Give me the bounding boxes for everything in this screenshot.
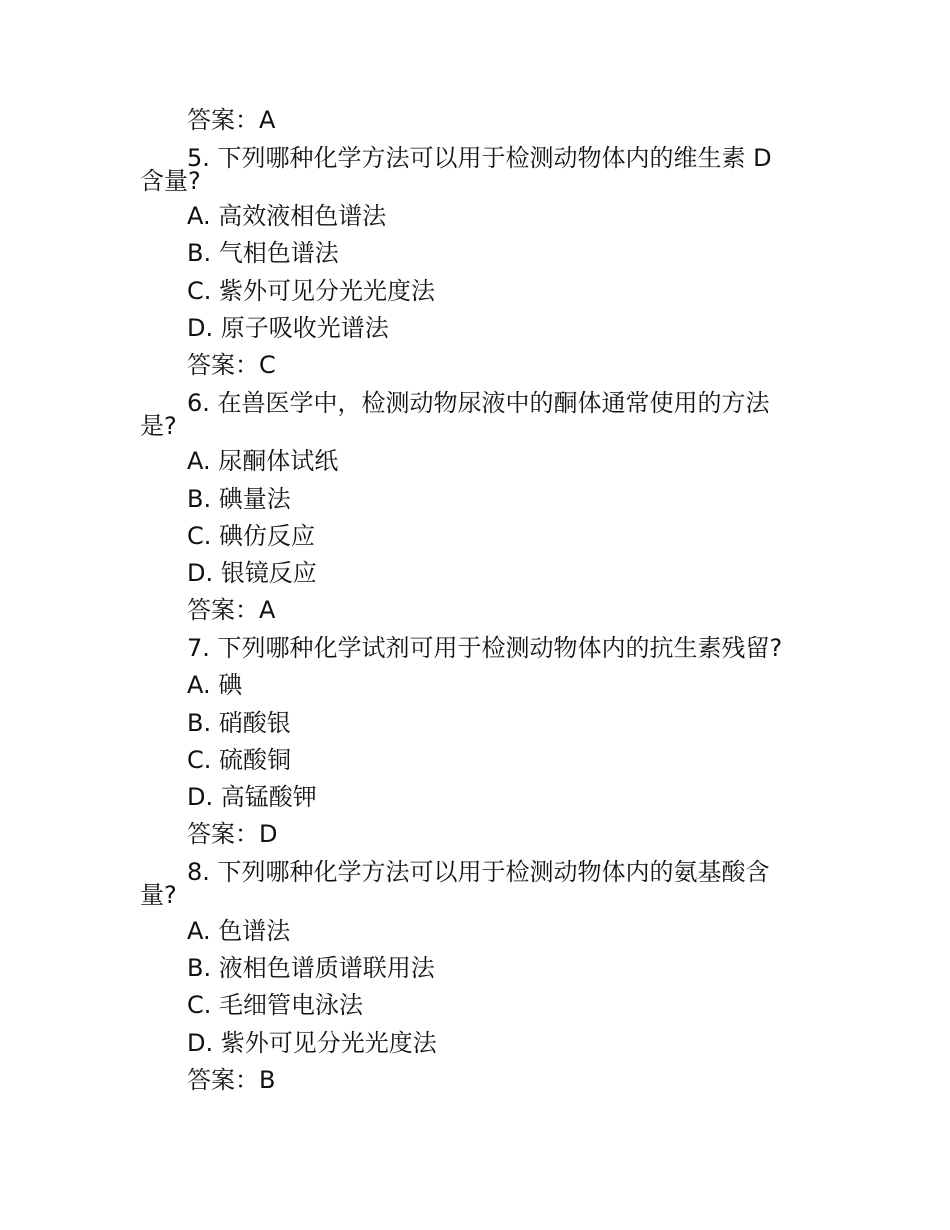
question-5-option-a: A. 高效液相色谱法 [187,202,387,230]
question-6-option-a: A. 尿酮体试纸 [187,447,339,475]
question-5-option-d: D. 原子吸收光谱法 [187,314,389,342]
answer-q8: 答案：B [187,1066,276,1094]
question-8-option-c: C. 毛细管电泳法 [187,991,364,1019]
question-8-text: 8. 下列哪种化学方法可以用于检测动物体内的氨基酸含 [187,858,770,886]
question-5-option-b: B. 气相色谱法 [187,239,339,267]
question-6-option-c: C. 碘仿反应 [187,522,316,550]
question-7-text: 7. 下列哪种化学试剂可用于检测动物体内的抗生素残留? [187,634,783,662]
question-8-text-continued: 量? [140,881,177,909]
question-6-option-d: D. 银镜反应 [187,559,317,587]
question-6-text: 6. 在兽医学中，检测动物尿液中的酮体通常使用的方法 [187,389,770,417]
question-7-option-c: C. 硫酸铜 [187,746,292,774]
answer-q4: 答案：A [187,106,276,134]
question-8-option-d: D. 紫外可见分光光度法 [187,1029,437,1057]
answer-q7: 答案：D [187,820,278,848]
question-6-option-b: B. 碘量法 [187,485,291,513]
question-7-option-b: B. 硝酸银 [187,709,291,737]
answer-q6: 答案：A [187,596,276,624]
question-5-text-continued: 含量? [140,167,201,195]
question-5-text: 5. 下列哪种化学方法可以用于检测动物体内的维生素 D [187,144,772,172]
question-8-option-b: B. 液相色谱质谱联用法 [187,954,435,982]
question-7-option-d: D. 高锰酸钾 [187,783,317,811]
question-8-option-a: A. 色谱法 [187,917,291,945]
question-5-option-c: C. 紫外可见分光光度法 [187,277,436,305]
question-7-option-a: A. 碘 [187,671,243,699]
question-6-text-continued: 是? [140,412,177,440]
answer-q5: 答案：C [187,351,276,379]
